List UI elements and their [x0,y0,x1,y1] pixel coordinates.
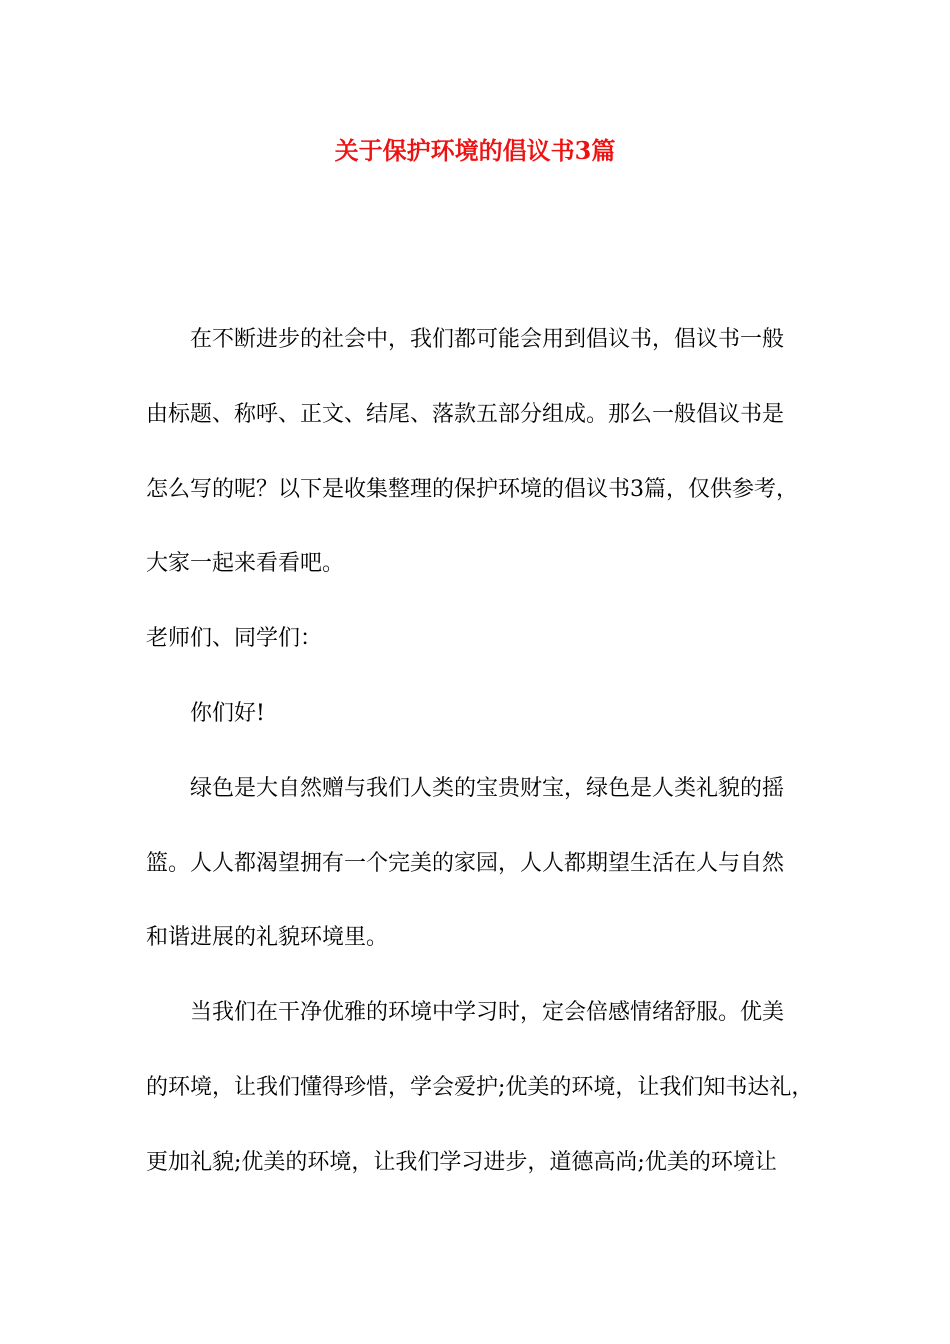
paragraph-line: 当我们在干净优雅的环境中学习时，定会倍感情绪舒服。优美 [190,1000,785,1025]
greeting-line: 你们好! [190,701,265,726]
paragraph-line: 怎么写的呢？以下是收集整理的保护环境的倡议书3篇，仅供参考， [146,477,798,502]
paragraph-line: 篮。人人都渴望拥有一个完美的家园，人人都期望生活在人与自然 [146,851,785,876]
paragraph-line: 的环境，让我们懂得珍惜，学会爱护;优美的环境，让我们知书达礼， [146,1075,814,1100]
paragraph-line: 和谐进展的礼貌环境里。 [146,925,389,950]
paragraph-line: 大家一起来看看吧。 [146,551,345,576]
paragraph-line: 更加礼貌;优美的环境，让我们学习进步，道德高尚;优美的环境让 [146,1150,777,1175]
paragraph-line: 绿色是大自然赠与我们人类的宝贵财宝，绿色是人类礼貌的摇 [190,776,785,801]
salutation-line: 老师们、同学们： [146,626,323,651]
paragraph-line: 由标题、称呼、正文、结尾、落款五部分组成。那么一般倡议书是 [146,402,785,427]
paragraph-line: 在不断进步的社会中，我们都可能会用到倡议书，倡议书一般 [190,327,785,352]
document-title: 关于保护环境的倡议书3篇 [334,136,616,165]
